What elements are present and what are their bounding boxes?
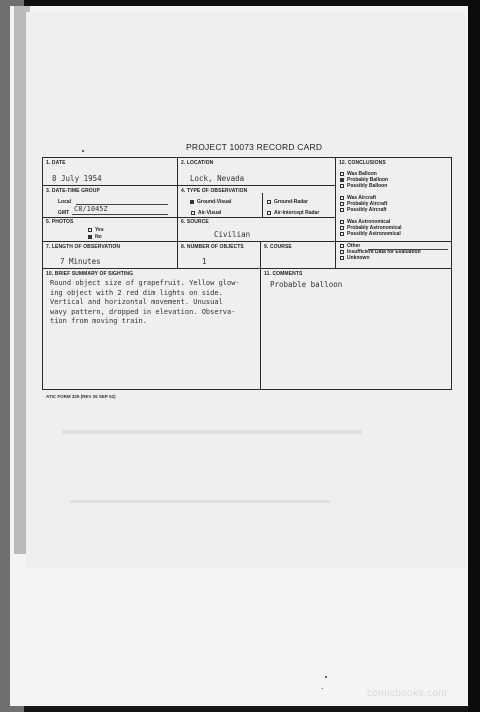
location-value: Lock, Nevada: [190, 174, 245, 183]
checkbox-icon: [340, 250, 344, 254]
checked-box-icon: [88, 235, 92, 239]
summary-line: ing object with 2 red dim lights on side.: [50, 288, 223, 297]
number-of-objects-value: 1: [202, 257, 207, 266]
card-title: PROJECT 10073 RECORD CARD: [186, 142, 323, 152]
checkbox-icon: [340, 232, 344, 236]
conclusion-other: Other: [340, 243, 360, 249]
photos-label: 5. PHOTOS: [46, 219, 74, 225]
source-label: 6. SOURCE: [181, 219, 209, 225]
checkbox-icon: [267, 211, 271, 215]
grid-line: [42, 268, 452, 269]
scan-speck: [322, 688, 323, 689]
checkbox-icon: [340, 220, 344, 224]
conclusions-label: 12. CONCLUSIONS: [339, 160, 386, 166]
gmt-time-underline: [72, 214, 168, 215]
checked-box-icon: [190, 200, 194, 204]
type-of-observation-label: 4. TYPE OF OBSERVATION: [181, 188, 248, 194]
date-value: 8 July 1954: [52, 174, 102, 183]
checked-box-icon: [340, 178, 344, 182]
summary-text: [50, 279, 258, 327]
form-number: ATIC FORM 329 (REV 26 SEP 52): [46, 394, 116, 399]
summary-line: Vertical and horizontal movement. Unusual: [50, 298, 223, 307]
checkbox-icon: [340, 256, 344, 260]
grid-line: [42, 185, 335, 186]
local-time-label: Local: [58, 199, 72, 205]
scan-smudge: [62, 430, 362, 434]
air-intercept-radar-option: Air-Intercept Radar: [267, 210, 319, 216]
conclusion-probably-balloon: Probably Balloon: [340, 177, 388, 183]
location-label: 2. LOCATION: [181, 160, 214, 166]
summary-label: 10. BRIEF SUMMARY OF SIGHTING: [46, 271, 134, 277]
conclusion-insufficient-data: Insufficient Data for Evaluation: [340, 249, 421, 255]
conclusion-possibly-balloon: Possibly Balloon: [340, 183, 387, 189]
air-visual-option: Air-Visual: [191, 210, 221, 216]
number-of-objects-label: 8. NUMBER OF OBJECTS: [181, 244, 244, 250]
conclusion-was-aircraft: Was Aircraft: [340, 195, 376, 201]
conclusion-probably-aircraft: Probably Aircraft: [340, 201, 387, 207]
summary-line: tion from moving train.: [50, 317, 147, 326]
checkbox-icon: [88, 228, 92, 232]
scan-smudge: [70, 500, 330, 503]
length-of-observation-label: 7. LENGTH OF OBSERVATION: [46, 244, 121, 250]
length-value: 7 Minutes: [60, 257, 101, 266]
photos-no-option: No: [88, 234, 102, 240]
checkbox-icon: [340, 208, 344, 212]
scan-speck: [325, 676, 327, 678]
checkbox-icon: [340, 202, 344, 206]
checkbox-icon: [340, 226, 344, 230]
scan-edge-right: [468, 0, 480, 712]
ground-radar-option: Ground-Radar: [267, 199, 308, 205]
checkbox-icon: [191, 211, 195, 215]
course-label: 9. COURSE: [264, 244, 292, 250]
grid-line: [260, 241, 261, 390]
watermark: comicbooks.com: [367, 688, 448, 699]
comments-label: 11. COMMENTS: [264, 271, 303, 277]
conclusion-was-balloon: Was Balloon: [340, 171, 377, 177]
checkbox-icon: [340, 196, 344, 200]
conclusion-unknown: Unknown: [340, 255, 370, 261]
gmt-time-label: GMT: [58, 210, 70, 216]
date-time-group-label: 3. DATE-TIME GROUP: [46, 188, 100, 194]
conclusion-was-astronomical: Was Astronomical: [340, 219, 390, 225]
conclusion-probably-astronomical: Probably Astronomical: [340, 225, 402, 231]
grid-line: [42, 217, 335, 218]
ground-visual-option: Ground-Visual: [190, 199, 231, 205]
date-label: 1. DATE: [46, 160, 66, 166]
grid-line: [262, 193, 263, 217]
scan-speck: [82, 150, 84, 152]
conclusion-possibly-astronomical: Possibly Astronomical: [340, 231, 401, 237]
grid-line: [335, 157, 336, 268]
summary-line: wavy pattern, dropped in elevation. Observa-: [50, 307, 236, 316]
checkbox-icon: [340, 172, 344, 176]
summary-line: Round object size of grapefruit. Yellow glow-: [50, 279, 240, 287]
grid-line: [42, 241, 452, 242]
grid-line: [177, 157, 178, 268]
checkbox-icon: [340, 184, 344, 188]
gmt-time-value: C8/1045Z: [74, 205, 108, 213]
checkbox-icon: [340, 244, 344, 248]
comments-value: Probable balloon: [270, 280, 343, 289]
photos-yes-option: Yes: [88, 227, 104, 233]
conclusion-possibly-aircraft: Possibly Aircraft: [340, 207, 387, 213]
checkbox-icon: [267, 200, 271, 204]
source-value: Civilian: [214, 230, 251, 239]
